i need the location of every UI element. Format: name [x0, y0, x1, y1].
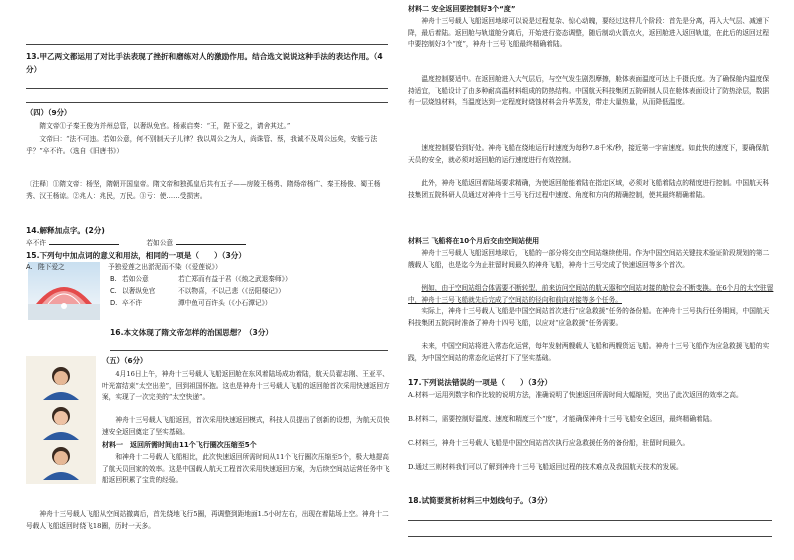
material-2-p2: 温度控制要适中。在返回舱进入大气层后，与空气发生剧烈摩擦，舱体表面温度可达上千摄氏度。为了确保舱内温度保持适宜，飞船设计了由多种耐高温材料组成的防热结构。中国航天科技集团五院研制人员在舱体表面设计了防热涂层，数据有一层烧蚀材料，当温度达到一定程度时烧蚀材料会升华蒸发，带走大量热量，从而降低温度。 [408, 75, 770, 106]
material-3-heading: 材料三 飞船将在10个月后交由空间站使用 [408, 237, 540, 245]
astronaut-portrait [43, 447, 79, 480]
q15-option-c[interactable]: C. 以奢纵免官 不以物喜，不以己悲（《岳阳楼记》） [110, 287, 285, 295]
q15-option-b[interactable]: B. 若如公意 若亡郑而有益于君（《烛之武退秦师》） [110, 275, 292, 283]
right-column [404, 0, 776, 560]
astronaut-photo-strip [26, 356, 96, 484]
q14-blank-b[interactable] [176, 236, 246, 245]
q14-item-b: 若如公意 [146, 239, 174, 247]
material-3-p1: 神舟十三号载人飞船返回地球后，飞船的一部分将交由空间站继续使用。作为中国空间站关键技术验证阶段规划的第二艘载人飞船，也是迄今为止驻留时间最久的神舟飞船，神舟十三号完成了快速返回等多个首次。 [408, 249, 770, 269]
question-13: 13.甲乙两文都运用了对比手法表现了挫折和磨练对人的激励作用。结合选文说说这种手法的表达作用。（4分） [26, 52, 383, 74]
classical-text-p1: 隋文帝①子秦王俊为并州总管，以奢纵免官。杨素启奏：“王，陛下爱之，请舍其过。” [39, 122, 291, 130]
answer-line [408, 536, 772, 537]
material-2-p3: 速度控制要恰到好处。神舟飞船在绕地运行时速度为每秒7.8千米/秒，接近第一宇宙速度。如此快的速度下，要确保航天员的安全，就必须对返回舱的运行速度进行有效控制。 [408, 144, 769, 164]
material-2-heading: 材料二 安全返回要控制好3个“度” [408, 5, 516, 13]
astronaut-portraits [26, 356, 96, 484]
question-17: 17.下列说法错误的一项是（ ）（3分） [408, 378, 553, 387]
q14-blank-a[interactable] [49, 236, 119, 245]
section-5-intro: 4月16日上午，神舟十三号载人飞船返回舱在东风着陆场成功着陆，航天员翟志刚、王亚平、叶光富结束“太空出差”，回到祖国怀抱。这也是神舟十三号载人飞船的返回舱首次采用快速返回方案，实现了一次完美的“太空快递”。 [102, 370, 390, 401]
question-15: 15.下列句中加点词的意义和用法，相同的一项是（ ）（3分） [26, 251, 246, 260]
answer-line [26, 44, 388, 45]
left-column [22, 0, 392, 560]
q15-option-d[interactable]: D. 卒不许 潭中鱼可百许头（《小石潭记》） [110, 299, 272, 307]
q17-option-b[interactable]: B.材料二，需要控制好温度、速度和精度三个“度”，才能确保神舟十三号飞船安全返回，最终精确着陆。 [408, 415, 717, 423]
classical-text-note: 〔注释〕①隋文帝：杨坚，隋朝开国皇帝。隋文帝和独孤皇后共有五子——房陵王杨勇、隋炀帝杨广、秦王杨俊、蜀王杨秀、汉王杨谅。②兆人：兆民，万民。③亏：使……受损害。 [26, 180, 381, 200]
classical-text-p2: 文帝曰：“法不可违。若如公意，何不别制天子儿律？我以周公之为人，尚诛管、蔡，我诚不及周公远矣，安能亏法乎？”卒不许。（选自《旧唐书》） [26, 135, 378, 155]
answer-line [408, 520, 772, 521]
section-4-header: （四）（9分） [26, 108, 72, 117]
q15-option-a[interactable]: A. 陛下爱之 予独爱莲之出淤泥而不染（《爱莲说》） [26, 263, 222, 271]
material-2-p4: 此外，神舟飞船返回着陆场要求精确，为使返回舱能着陆在指定区域，必须对飞船着陆点的精度进行控制。中国航天科技集团五院科研人员通过对神舟十三号飞行过程中速度、角度和方向的精确控制，使其最终精确着陆。 [408, 179, 770, 199]
question-16: 16.本文体现了隋文帝怎样的治国思想？（3分） [110, 328, 274, 337]
material-1-heading: 材料一 返回所需时间由11个飞行圈次压缩至5个 [102, 441, 257, 449]
section-5-header: （五）（6分） [102, 356, 148, 365]
q17-option-c[interactable]: C.材料三，神舟十三号载人飞船是中国空间站首次执行应急救援任务的备份船，驻留时间最久。 [408, 439, 690, 447]
astronaut-portrait [43, 407, 79, 440]
q17-option-d[interactable]: D.通过三则材料我们可以了解到神舟十三号飞船返回过程的技术难点及我国航天技术的发展。 [408, 463, 683, 471]
question-14: 14.解释加点字。(2分) [26, 226, 105, 235]
answer-line [110, 350, 388, 351]
astronaut-portrait [43, 367, 79, 400]
question-18: 18.试简要赏析材料三中划线句子。（3分） [408, 496, 553, 505]
material-2-p1: 神舟十三号载人飞船返回地球可以说是过程复杂、惊心动魄，要经过这样几个阶段：首先是分离，再入大气层、减速下降，最后着陆。返回舱与轨道舱分离后，开始进行姿态调整，随后制动火箭点火，返回舱进入返回轨道，在此后的返回过程中要控制好3个“度”，神舟十三号飞船最终精确着陆。 [408, 17, 770, 48]
question-14-items [26, 236, 386, 249]
section-5-p3: 和神舟十二号载人飞船相比，此次快速返回所需时间从11个飞行圈次压缩至5个，极大地提高了航天员回家的效率。这是中国载人航天工程首次采用快速返回方案，为后续空间站运营任务中飞船返回积累了宝贵的经验。 [102, 453, 390, 484]
answer-line [26, 88, 388, 89]
material-3-underlined-sentence: 例如，由于空间站组合体需要不断转型，前来访问空间站的航天器和空间站对接的舱位会不断变换。在6个月的太空驻留中，神舟十三号飞船就先后完成了空间站的径向和前向对接等多个任务。 [408, 284, 774, 304]
q17-option-a[interactable]: A.材料一运用列数字和作比较的说明方法，准确说明了快速返回所需时间大幅缩短，突出了此次返回的效率之高。 [408, 391, 743, 399]
answer-line [26, 102, 388, 103]
section-5-p4: 神舟十三号载人飞船从空间站撤离后，首先绕地飞行5圈，再调整到距地面1.5小时左右，出现在着陆场上空。神舟十二号载人飞船返回时绕飞18圈，历时一天多。 [26, 510, 389, 530]
section-5-p2: 神舟十三号载人飞船返回，首次采用快速返回模式，科技人员提出了创新的设想，为航天员快速安全返回奠定了坚实基础。 [102, 416, 390, 436]
q14-item-a: 卒不许 [26, 239, 47, 247]
material-3-p3: 实际上，神舟十三号载人飞船是中国空间站首次进行“应急救援”任务的备份船。在神舟十三号执行任务期间，中国航天科技集团五院同时准备了神舟十四号飞船，以应对“应急救援”任务需要。 [408, 307, 770, 327]
material-3-p4: 未来，中国空间站将进入常态化运营，每年发射两艘载人飞船和两艘货运飞船。神舟十三号飞船作为应急救援飞船的实践，为中国空间站的常态化运营打下了坚实基础。 [408, 342, 770, 362]
